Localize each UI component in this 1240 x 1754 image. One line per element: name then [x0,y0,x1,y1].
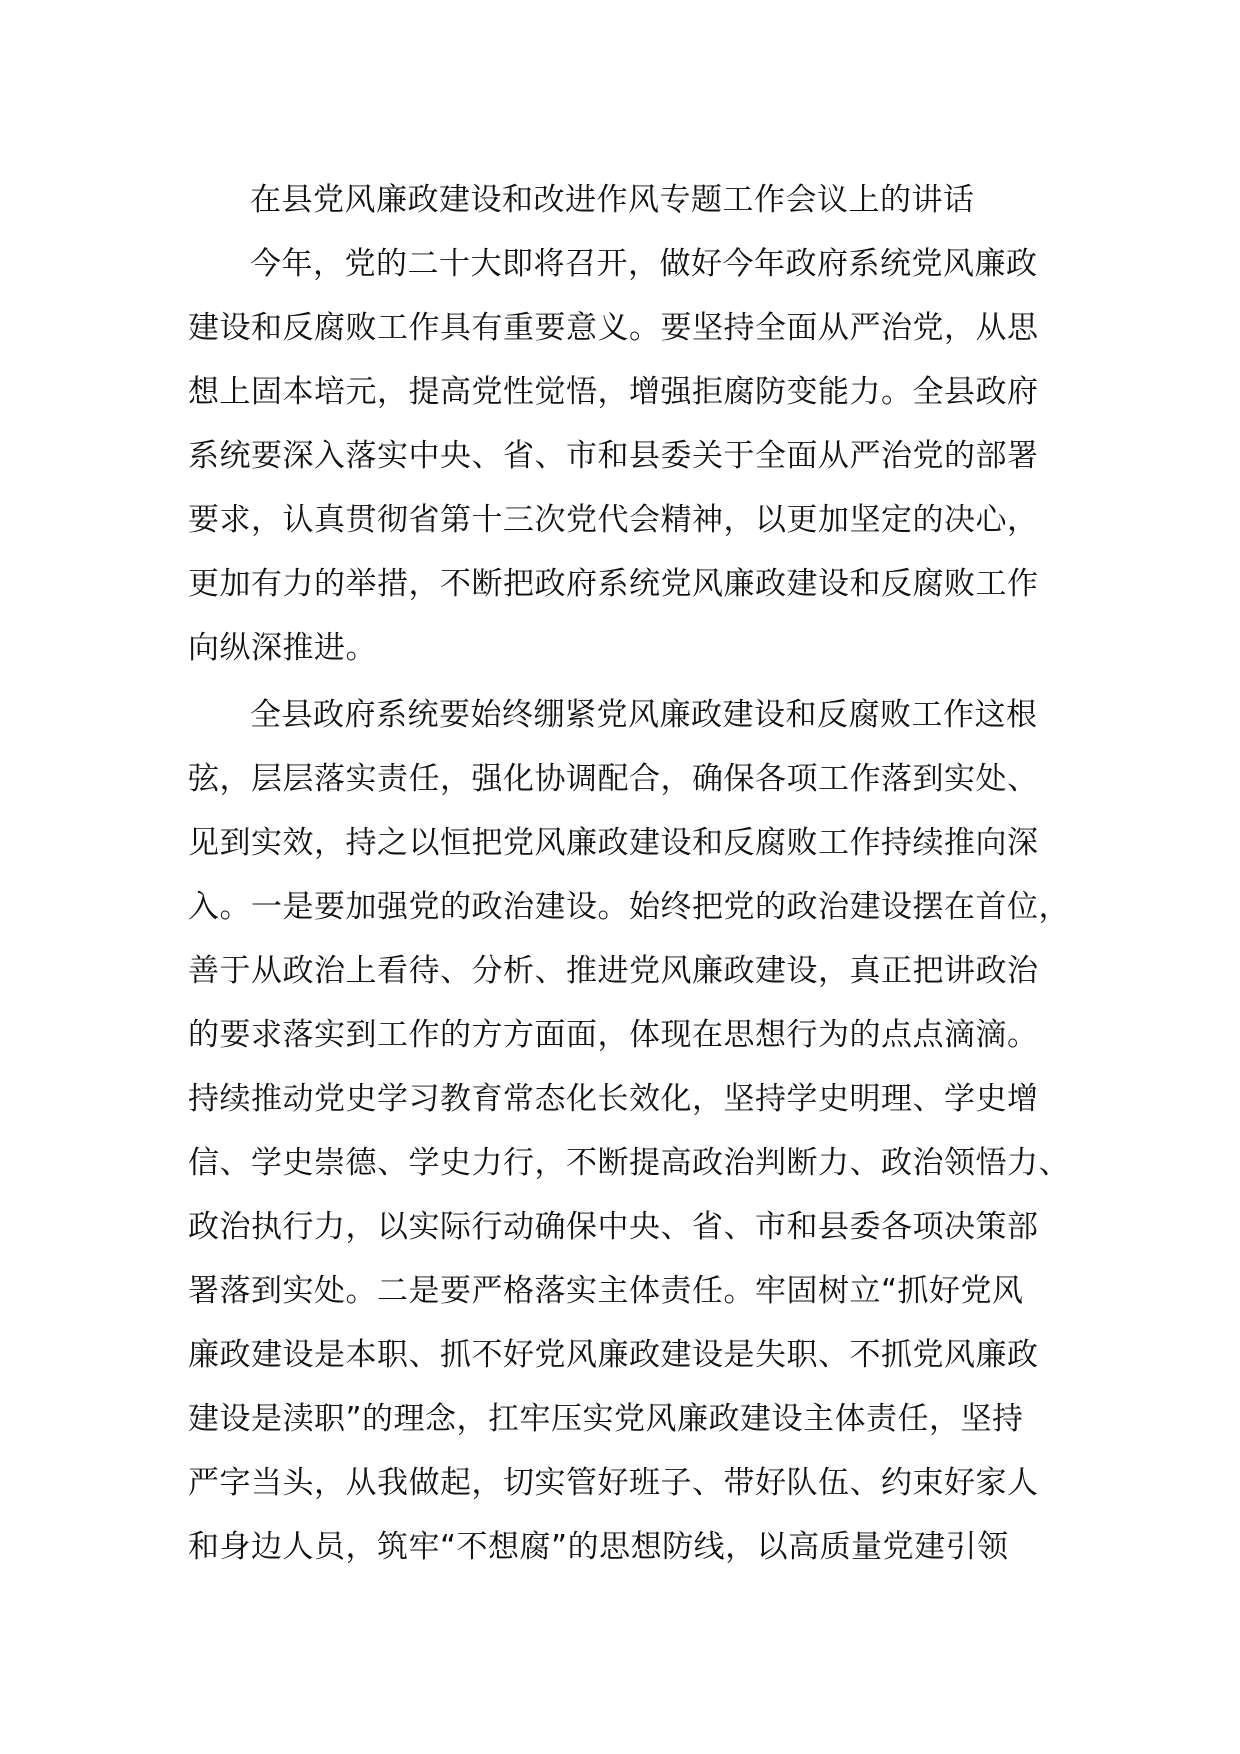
paragraph-line: 持续推动党史学习教育常态化长效化，坚持学史明理、学史增 [188,1081,1039,1117]
paragraph-line: 的要求落实到工作的方方面面，体现在思想行为的点点滴滴。 [188,1017,1039,1053]
paragraph-line: 建设和反腐败工作具有重要意义。要坚持全面从严治党，从思 [188,310,1039,346]
paragraph-line: 信、学史崇德、学史力行，不断提高政治判断力、政治领悟力、 [188,1145,1070,1181]
paragraph-line: 入。一是要加强党的政治建设。始终把党的政治建设摆在首位， [188,889,1070,925]
paragraph-line: 弦，层层落实责任，强化协调配合，确保各项工作落到实处、 [188,761,1039,797]
paragraph-line: 系统要深入落实中央、省、市和县委关于全面从严治党的部署 [188,438,1039,474]
paragraph-line: 政治执行力，以实际行动确保中央、省、市和县委各项决策部 [188,1209,1039,1245]
paragraph-line: 建设是渎职”的理念，扛牢压实党风廉政建设主体责任，坚持 [188,1401,1024,1437]
paragraph-line: 更加有力的举措，不断把政府系统党风廉政建设和反腐败工作 [188,566,1039,602]
paragraph-2 [188,683,1070,1579]
paragraph-line: 要求，认真贯彻省第十三次党代会精神，以更加坚定的决心， [188,502,1039,538]
paragraph-1 [188,232,1060,680]
document-title: 在县党风廉政建设和改进作风专题工作会议上的讲话 [250,182,975,218]
paragraph-line: 全县政府系统要始终绷紧党风廉政建设和反腐败工作这根 [250,697,1038,733]
paragraph-line: 今年，党的二十大即将召开，做好今年政府系统党风廉政 [250,246,1038,282]
paragraph-line: 想上固本培元，提高党性觉悟，增强拒腐防变能力。全县政府 [188,374,1039,410]
paragraph-line: 向纵深推进。 [188,630,377,666]
paragraph-line: 廉政建设是本职、抓不好党风廉政建设是失职、不抓党风廉政 [188,1337,1039,1373]
paragraph-line: 署落到实处。二是要严格落实主体责任。牢固树立“抓好党风 [188,1273,1024,1309]
paragraph-line: 见到实效，持之以恒把党风廉政建设和反腐败工作持续推向深 [188,825,1039,861]
paragraph-line: 严字当头，从我做起，切实管好班子、带好队伍、约束好家人 [188,1465,1039,1501]
paragraph-line: 和身边人员，筑牢“不想腐”的思想防线，以高质量党建引领 [188,1529,1009,1565]
paragraph-line: 善于从政治上看待、分析、推进党风廉政建设，真正把讲政治 [188,953,1039,989]
